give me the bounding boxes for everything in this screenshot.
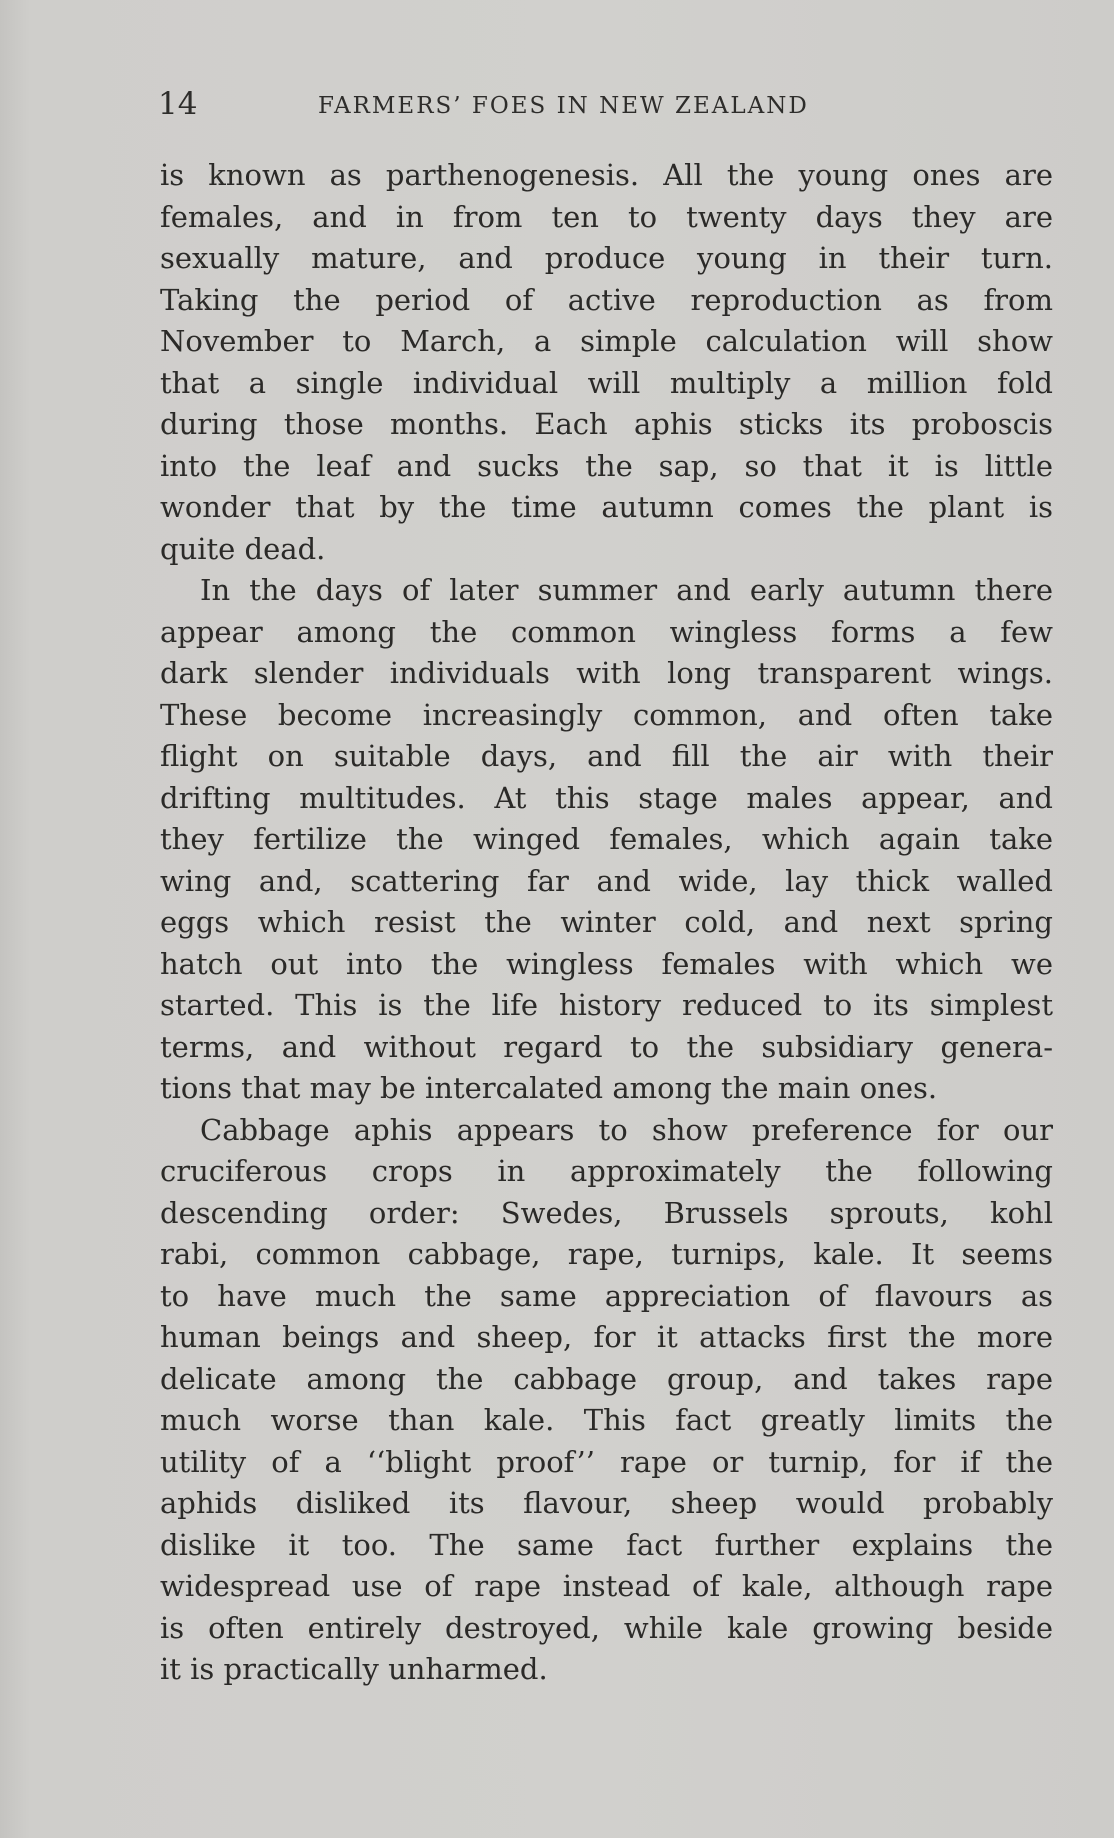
text-line: started. This is the life history reduced to its simplest xyxy=(160,988,1053,1022)
paragraph-1 xyxy=(160,155,1053,570)
running-title: FARMERS’ FOES IN NEW ZEALAND xyxy=(318,93,809,119)
text-line: is known as parthenogenesis. All the young ones are xyxy=(160,158,1053,192)
running-head xyxy=(158,82,1048,126)
text-line: they fertilize the winged females, which again take xyxy=(160,822,1053,856)
text-line: These become increasingly common, and often take xyxy=(160,697,1053,732)
paragraph-3 xyxy=(160,1110,1053,1691)
text-line: wing and, scattering far and wide, lay thick walled xyxy=(160,863,1053,898)
text-line: is often entirely destroyed, while kale growing beside xyxy=(160,1610,1053,1645)
text-line: to have much the same appreciation of flavours as xyxy=(160,1278,1053,1313)
text-line: cruciferous crops in approximately the following xyxy=(160,1154,1053,1188)
text-line: Cabbage aphis appears to show preference for our xyxy=(200,1112,1053,1147)
text-line: eggs which resist the winter cold, and next spring xyxy=(160,905,1053,939)
text-line: tions that may be intercalated among the main ones. xyxy=(160,1071,938,1105)
text-line: females, and in from ten to twenty days they are xyxy=(160,199,1053,234)
text-line: drifting multitudes. At this stage males appear, and xyxy=(160,780,1053,815)
text-line: aphids disliked its flavour, sheep would probably xyxy=(160,1486,1053,1520)
text-line: In the days of later summer and early autumn there xyxy=(200,573,1053,607)
text-line: dark slender individuals with long transparent wings. xyxy=(160,656,1053,690)
text-line: November to March, a simple calculation will show xyxy=(160,324,1053,358)
text-line: much worse than kale. This fact greatly limits the xyxy=(160,1403,1053,1437)
text-line: widespread use of rape instead of kale, although rape xyxy=(160,1569,1053,1603)
text-line: wonder that by the time autumn comes the plant is xyxy=(160,490,1053,524)
text-line: Taking the period of active reproduction as from xyxy=(160,282,1053,317)
text-line: during those months. Each aphis sticks its proboscis xyxy=(160,407,1053,441)
text-line: it is practically unharmed. xyxy=(160,1652,548,1686)
text-line: into the leaf and sucks the sap, so that it is little xyxy=(160,448,1053,483)
text-line: appear among the common wingless forms a few xyxy=(160,614,1053,649)
text-line: hatch out into the wingless females with which we xyxy=(160,946,1053,981)
text-line: human beings and sheep, for it attacks first the more xyxy=(160,1320,1053,1354)
page-number: 14 xyxy=(158,86,198,122)
text-line: rabi, common cabbage, rape, turnips, kale. It seems xyxy=(160,1237,1053,1271)
text-line: terms, and without regard to the subsidiary genera- xyxy=(160,1029,1053,1064)
text-line: delicate among the cabbage group, and takes rape xyxy=(160,1361,1053,1396)
text-line: descending order: Swedes, Brussels sprouts, kohl xyxy=(160,1195,1053,1230)
text-line: flight on suitable days, and fill the air with their xyxy=(160,739,1053,773)
text-line: utility of a ‘‘blight proof’’ rape or turnip, for if the xyxy=(160,1444,1053,1479)
text-line: sexually mature, and produce young in their turn. xyxy=(160,241,1053,275)
text-line: quite dead. xyxy=(160,531,326,566)
text-line: that a single individual will multiply a million fold xyxy=(160,365,1053,400)
text-line: dislike it too. The same fact further explains the xyxy=(160,1527,1053,1562)
paragraph-2 xyxy=(160,570,1053,1110)
body-text xyxy=(160,155,1053,1691)
